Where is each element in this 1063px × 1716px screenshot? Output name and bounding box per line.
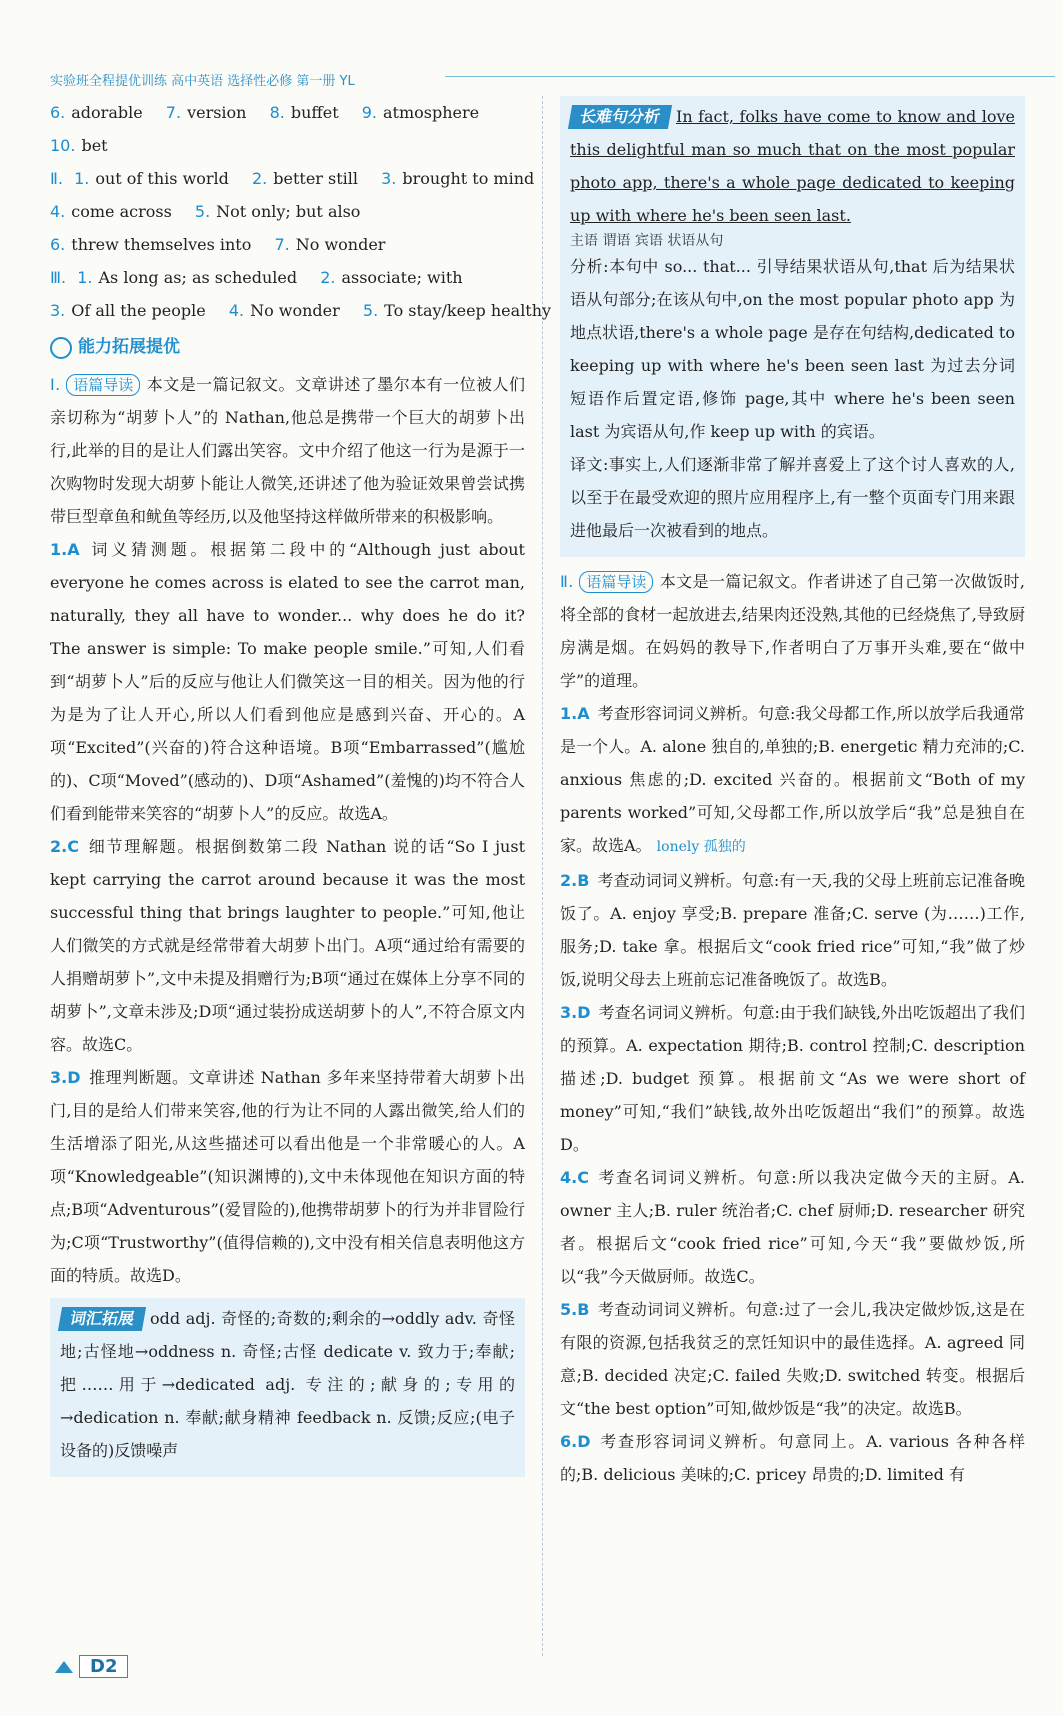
question-r1: 1.A 考查形容词词义辨析。句意:我父母都工作,所以放学后我通常是一个人。A. alone 独自的,单独的;B. energetic 精力充沛的;C. anxious 焦虑的;D. excited 兴奋的。根据前文“Both of my parents worked”可知,父母都工作,所以放学后“我”总是独自在家。故选A。 lonely 孤独的 — [560, 704, 1025, 855]
answer-line: 6. adorable 7. version 8. buffet 9. atmosphere — [50, 103, 480, 122]
answer-line: Ⅲ. 1. As long as; as scheduled 2. associate; with — [50, 268, 463, 287]
header-title: 实验班全程提优训练 高中英语 选择性必修 第一册 YL — [50, 74, 355, 89]
sentence-banner: 长难句分析 — [568, 105, 672, 129]
question-1: 1.A 词义猜测题。根据第二段中的“Although just about everyone he comes across is elated to see the carrot man, naturally, they all have to wonder... why does he do it? The answer is simple: To make people smile.”可知,人们看到“胡萝卜人”后的反应与他让人们微笑这一目的相关。因为他的行为是为了让人开心,所以人们看到他应是感到兴奋、开心的。A项“Excited”(兴奋的)符合这种语境。B项“Embarrassed”(尴尬的)、C项“Moved”(感动的)、D项“Ashamed”(羞愧的)均不符合人们看到能带来笑容的“胡萝卜人”的反应。故选A。 — [50, 540, 525, 823]
vocab-box: 词汇拓展 odd adj. 奇怪的;奇数的;剩余的→oddly adv. 奇怪地;古怪地→oddness n. 奇怪;古怪 dedicate v. 致力于;奉献;把……用于→dedicated adj. 专注的;献身的;专用的→dedication n. 奉献;献身精神 feedback n. 反馈;反应;(电子设备的)反馈噪声 — [50, 1298, 525, 1477]
answer-line: 4. come across 5. Not only; but also — [50, 202, 361, 221]
handwritten-note: lonely 孤独的 — [656, 839, 746, 855]
page-number: D2 — [55, 1655, 128, 1678]
reading-tag-2: 语篇导读 — [579, 571, 653, 593]
sentence-translation: 译文:事实上,人们逐渐非常了解并喜爱上了这个讨人喜欢的人,以至于在最受欢迎的照片应用程序上,有一整个页面专门用来跟进他最后一次被看到的地点。 — [570, 455, 1015, 540]
question-2: 2.C 细节理解题。根据倒数第二段 Nathan 说的话“So I just kept carrying the carrot around because it was the most successful thing that brings laughter to people.”可知,他让人们微笑的方式就是经常带着大胡萝卜出门。A项“通过给有需要的人捐赠胡萝卜”,文中未提及捐赠行为;B项“通过在媒体上分享不同的胡萝卜”,文章未涉及;D项“通过装扮成送胡萝卜的人”,不符合原文内容。故选C。 — [50, 837, 525, 1054]
question-3: 3.D 推理判断题。文章讲述 Nathan 多年来坚持带着大胡萝卜出门,目的是给人们带来笑容,他的行为让不同的人露出微笑,给人们的生活增添了阳光,从这些描述可以看出他是一个非常暖心的人。A项“Knowledgeable”(知识渊博的),文中未体现他在知识方面的特点;B项“Adventurous”(爱冒险的),他携带胡萝卜的行为并非冒险行为;C项“Trustworthy”(值得信赖的),文中没有相关信息表明他这方面的特质。故选D。 — [50, 1068, 525, 1285]
reading-intro-2: Ⅱ. 语篇导读 本文是一篇记叙文。作者讲述了自己第一次做饭时,将全部的食材一起放进去,结果肉还没熟,其他的已经烧焦了,导致厨房满是烟。在妈妈的教导下,作者明白了万事开头难,要在“做中学”的道理。 — [560, 572, 1025, 690]
answer-line: 10. bet — [50, 136, 108, 155]
long-sentence-box: 长难句分析 In fact, folks have come to know and love this delightful man so much that on the most popular photo app, there's a whole page dedicated to keeping up with where he's been seen last. 主语 谓语 宾语 状语从句 分析:本句中 so... that... 引导结果状语从句,that 后为结果状语从句部分;在该从句中,on the most popular photo app 为地点状语,there's a whole page 是存在句结构,dedicated to keeping up with where he's been seen last 为过去分词短语作后置定语,修饰 page,其中 where he's been seen last 为宾语从句,作 keep up with 的宾语。 译文:事实上,人们逐渐非常了解并喜爱上了这个讨人喜欢的人,以至于在最受欢迎的照片应用程序上,有一整个页面专门用来跟进他最后一次被看到的地点。 — [560, 96, 1025, 557]
sentence-analysis: 分析:本句中 so... that... 引导结果状语从句,that 后为结果状语从句部分;在该从句中,on the most popular photo app 为地点状语,there's a whole page 是存在句结构,dedicated to keeping up with where he's been seen last 为过去分词短语作后置定语,修饰 page,其中 where he's been seen last 为宾语从句,作 keep up with 的宾语。 — [570, 257, 1015, 441]
question-r6: 6.D 考查形容词词义辨析。句意同上。A. various 各种各样的;B. delicious 美味的;C. pricey 昂贵的;D. limited 有 — [560, 1432, 1025, 1484]
header-rule — [445, 76, 1055, 77]
arrow-icon — [55, 1661, 73, 1673]
answer-line: 6. threw themselves into 7. No wonder — [50, 235, 386, 254]
reading-intro: Ⅰ. 语篇导读 本文是一篇记叙文。文章讲述了墨尔本有一位被人们亲切称为“胡萝卜人”的 Nathan,他总是携带一个巨大的胡萝卜出行,此举的目的是让人们露出笑容。文中介绍了他这一行为是源于一次购物时发现大胡萝卜能让人微笑,还讲述了他为验证效果曾尝试携带巨型章鱼和鱿鱼等经历,以及他坚持这样做所带来的积极影响。 — [50, 375, 525, 526]
question-r2: 2.B 考查动词词义辨析。句意:有一天,我的父母上班前忘记准备晚饭了。A. enjoy 享受;B. prepare 准备;C. serve (为……)工作,服务;D. take 拿。根据后文“cook fried rice”可知,“我”做了炒饭,说明父母去上班前忘记准备晚饭了。故选B。 — [560, 871, 1025, 989]
reading-tag: 语篇导读 — [66, 374, 140, 396]
question-r5: 5.B 考查动词词义辨析。句意:过了一会儿,我决定做炒饭,这是在有限的资源,包括我贫乏的烹饪知识中的最佳选择。A. agreed 同意;B. decided 决定;C. failed 失败;D. switched 转变。根据后文“the best option”可知,做炒饭是“我”的决定。故选B。 — [560, 1300, 1025, 1418]
answer-line: Ⅱ. 1. out of this world 2. better still 3. brought to mind — [50, 169, 535, 188]
grammar-labels: 主语 谓语 宾语 状语从句 — [570, 233, 724, 249]
answer-line: 3. Of all the people 4. No wonder 5. To stay/keep healthy — [50, 301, 552, 320]
question-r3: 3.D 考查名词词义辨析。句意:由于我们缺钱,外出吃饭超出了我们的预算。A. expectation 期待;B. control 控制;C. description 描述;D. budget 预算。根据前文“As we were short of money”可知,“我们”缺钱,故外出吃饭超出“我们”的预算。故选D。 — [560, 1003, 1025, 1154]
right-column — [560, 96, 1025, 1491]
column-divider — [542, 96, 543, 1656]
left-column — [50, 96, 552, 1477]
question-r4: 4.C 考查名词词义辨析。句意:所以我决定做今天的主厨。A. owner 主人;B. ruler 统治者;C. chef 厨师;D. researcher 研究者。根据后文“cook fried rice”可知,今天“我”要做炒饭,所以“我”今天做厨师。故选C。 — [560, 1168, 1025, 1286]
page-header — [50, 70, 1020, 90]
flower-icon — [50, 337, 72, 359]
section-title: 能力拓展提优 — [50, 331, 525, 364]
vocab-banner: 词汇拓展 — [58, 1307, 146, 1331]
